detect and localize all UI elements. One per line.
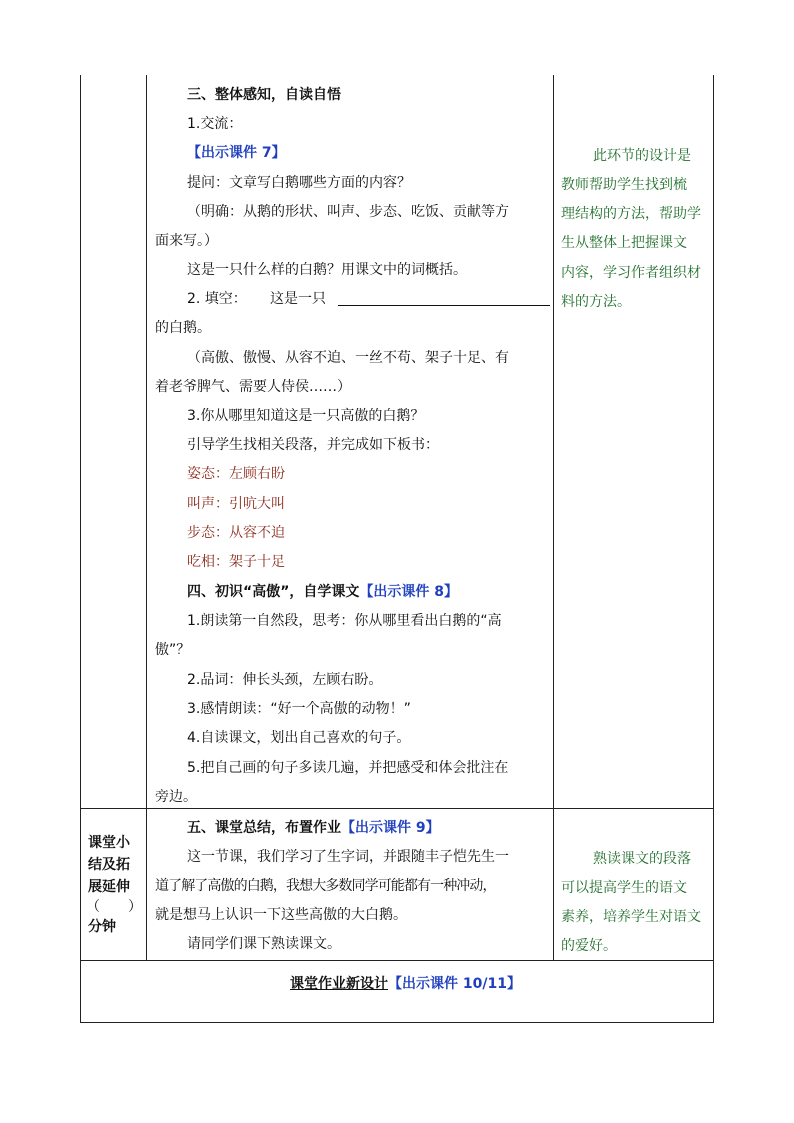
s3-fill-text: 这是一只 [270, 291, 326, 307]
courseware-9-tag: 【出示课件 9】 [341, 820, 440, 836]
s4-item1-line1: 1.朗读第一自然段，思考：你从哪里看出白鹅的“高 [187, 613, 502, 629]
board-row [187, 464, 285, 484]
s3-options-line1: （高傲、傲慢、从容不迫、一丝不苟、架子十足、有 [187, 350, 509, 366]
column-divider-2 [553, 75, 554, 960]
courseware-8-tag: 【出示课件 8】 [359, 584, 459, 600]
s4-item3: 3.感情朗读：“好一个高傲的动物！” [187, 701, 411, 717]
side-note-2-line: 可以提高学生的语文 [561, 880, 687, 896]
board-row [187, 494, 285, 514]
board-row [187, 552, 285, 572]
section4-title-row [187, 582, 458, 602]
row2-label-line: 分钟 [88, 919, 116, 935]
s4-item2: 2.品词：伸长头颈，左顾右盼。 [187, 672, 383, 688]
column-divider-1 [146, 75, 147, 960]
s3-item3: 3.你从哪里知道这是一只高傲的白鹅？ [187, 408, 425, 424]
courseware-10-11-tag: 【出示课件 10/11】 [388, 976, 521, 992]
board-row [187, 523, 285, 543]
side-note-2-line: 熟读课文的段落 [593, 851, 691, 867]
s3-answer-line1: （明确：从鹅的形状、叫声、步态、吃饭、贡献等方 [187, 204, 509, 220]
row-divider-2 [80, 960, 714, 961]
side-note-1-line: 此环节的设计是 [593, 148, 691, 164]
fill-in-blank-line [338, 305, 550, 306]
side-note-1-line: 理结构的方法，帮助学 [561, 206, 701, 222]
s5-paragraph-line3: 就是想马上认识一下这些高傲的大白鹅。 [155, 907, 407, 923]
s3-guide: 引导学生找相关段落，并完成如下板书： [187, 437, 439, 453]
section5-title: 五、课堂总结，布置作业 [187, 820, 341, 836]
board-label: 吃相： [187, 554, 229, 570]
s4-item5-line2: 旁边。 [155, 789, 197, 805]
row2-label-line: （ ） [86, 899, 142, 915]
side-note-1-line: 内容，学习作者组织材 [561, 265, 701, 281]
row-divider-1 [80, 808, 714, 809]
side-note-2-line: 的爱好。 [561, 938, 617, 954]
section3-title: 三、整体感知，自读自悟 [187, 87, 341, 103]
table-border-right [713, 75, 714, 1023]
section4-title: 四、初识“高傲”，自学课文 [187, 584, 360, 600]
s3-options-line2: 着老爷脾气、需要人侍侯……） [155, 379, 351, 395]
section5-title-row [187, 818, 440, 838]
board-text: 从容不迫 [229, 525, 285, 541]
s3-fill-prefix: 2. 填空： [187, 291, 247, 307]
s3-summary-question: 这是一只什么样的白鹅？用课文中的词概括。 [187, 262, 467, 278]
s5-paragraph2: 请同学们课下熟读课文。 [187, 936, 341, 952]
table-border-bottom [80, 1022, 714, 1023]
side-note-1-line: 教师帮助学生找到梳 [561, 177, 687, 193]
s3-fill-suffix: 的白鹅。 [155, 320, 211, 336]
s4-item1-line2: 傲”？ [155, 642, 191, 658]
table-border-left [80, 75, 81, 1023]
side-note-1-line: 料的方法。 [561, 294, 631, 310]
courseware-7-tag: 【出示课件 7】 [187, 145, 286, 161]
footer-title: 课堂作业新设计 [290, 976, 388, 992]
board-label: 叫声： [187, 496, 229, 512]
s3-answer-line2: 面来写。） [155, 233, 218, 249]
board-text: 左顾右盼 [229, 466, 285, 482]
row2-label-line: 课堂小 [88, 835, 130, 851]
board-text: 引吭大叫 [229, 496, 285, 512]
s4-item5-line1: 5.把自己画的句子多读几遍，并把感受和体会批注在 [187, 760, 509, 776]
board-label: 步态： [187, 525, 229, 541]
footer-title-row [290, 974, 521, 994]
row2-label-line: 展延伸 [88, 879, 130, 895]
s3-question: 提问：文章写白鹅哪些方面的内容？ [187, 175, 411, 191]
s5-paragraph-line1: 这一节课，我们学习了生字词，并跟随丰子恺先生一 [187, 849, 509, 865]
s4-item4: 4.自读课文，划出自己喜欢的句子。 [187, 730, 411, 746]
board-text: 架子十足 [229, 554, 285, 570]
side-note-2-line: 素养，培养学生对语文 [561, 909, 701, 925]
board-label: 姿态： [187, 466, 229, 482]
s3-item1: 1.交流： [187, 116, 243, 132]
row2-label-line: 结及拓 [88, 857, 130, 873]
s5-paragraph-line2: 道了解了高傲的白鹅，我想大多数同学可能都有一种冲动， [155, 878, 496, 894]
side-note-1-line: 生从整体上把握课文 [561, 235, 687, 251]
